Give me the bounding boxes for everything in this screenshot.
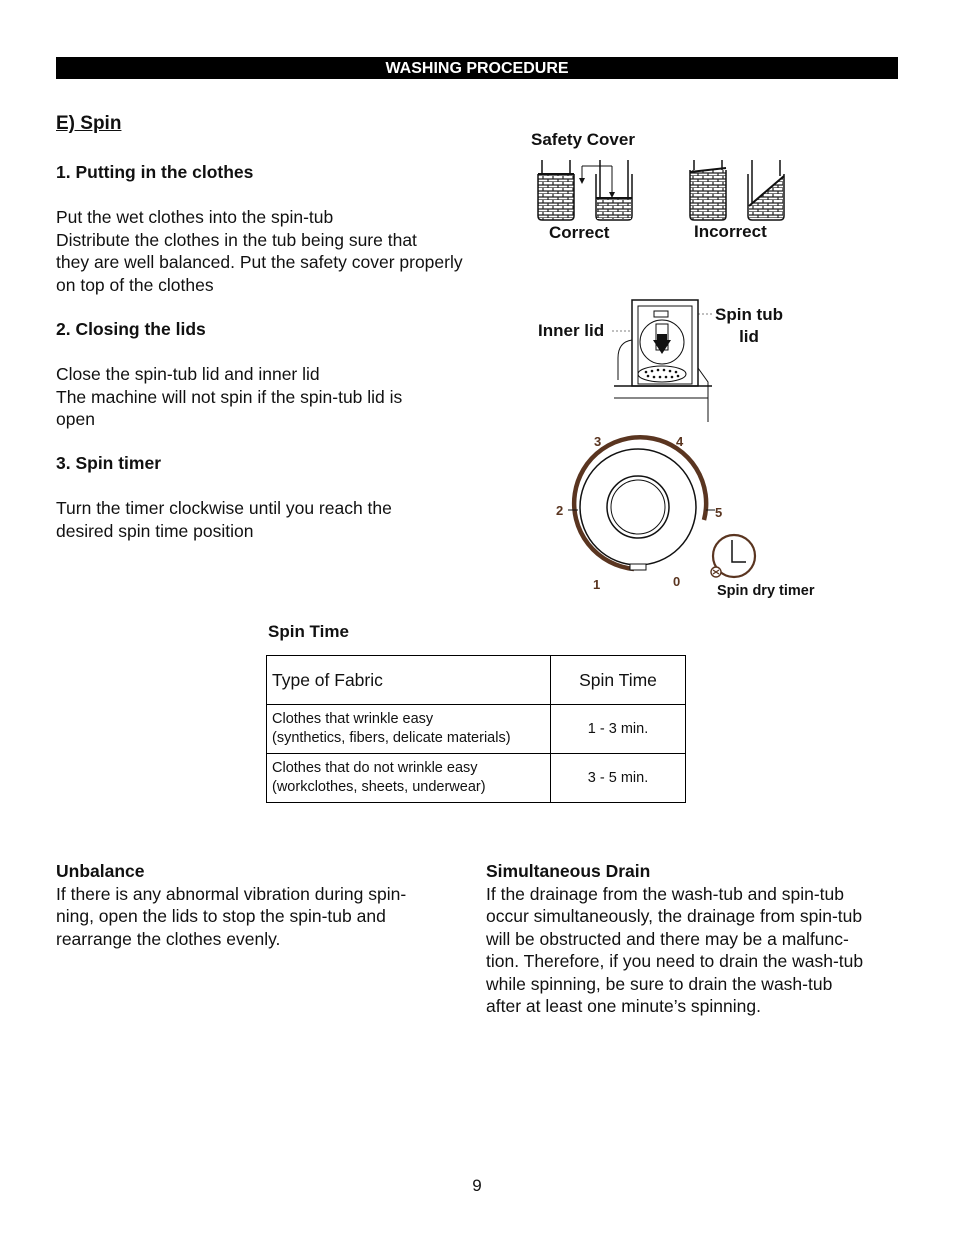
step-1-text xyxy=(56,206,463,296)
step-2-line: open xyxy=(56,409,95,429)
fabric-line: (workclothes, sheets, underwear) xyxy=(272,779,486,795)
spin-tub-lid-line: Spin tub xyxy=(715,305,783,324)
table-header-time: Spin Time xyxy=(551,656,686,705)
dial-number: 5 xyxy=(715,505,723,520)
step-1-line: on top of the clothes xyxy=(56,274,214,295)
note-line: rearrange the clothes evenly. xyxy=(56,928,281,949)
spin-time-table xyxy=(266,655,686,803)
simultaneous-drain-note xyxy=(486,860,863,1018)
incorrect-label: Incorrect xyxy=(694,222,767,241)
note-line: occur simultaneously, the drainage from spin-tub xyxy=(486,906,863,926)
correct-tub-icon xyxy=(538,160,574,220)
step-2-line: Close the spin-tub lid and inner lid xyxy=(56,364,320,384)
step-1-line: Distribute the clothes in the tub being sure that xyxy=(56,229,417,250)
step-1-line: they are well balanced. Put the safety cover properly xyxy=(56,252,463,272)
section-banner: WASHING PROCEDURE xyxy=(56,57,898,79)
step-1-line: Put the wet clothes into the spin-tub xyxy=(56,207,334,227)
step-2-heading: 2. Closing the lids xyxy=(56,319,206,339)
dial-number: 0 xyxy=(673,574,681,589)
table-cell-fabric xyxy=(267,754,551,803)
washer-lid-illustration xyxy=(612,298,712,422)
note-heading: Unbalance xyxy=(56,861,145,881)
dial-number: 2 xyxy=(556,503,564,518)
safety-cover-illustration xyxy=(530,158,790,224)
note-line: If the drainage from the wash-tub and spin-tub xyxy=(486,883,844,904)
spin-tub-lid-line: lid xyxy=(739,327,759,346)
fabric-line: (synthetics, fibers, delicate materials) xyxy=(272,730,511,746)
step-2-line: The machine will not spin if the spin-tub lid is xyxy=(56,386,403,407)
clock-icon xyxy=(704,532,760,582)
table-row xyxy=(267,705,686,754)
unbalance-note xyxy=(56,860,406,950)
table-header-row xyxy=(267,656,686,705)
note-heading: Simultaneous Drain xyxy=(486,861,651,881)
note-line: If there is any abnormal vibration during spin- xyxy=(56,883,407,904)
step-3-heading: 3. Spin timer xyxy=(56,453,162,473)
dial-number: 1 xyxy=(593,577,601,592)
spin-tub-lid-label xyxy=(711,304,787,348)
spin-timer-dial xyxy=(552,430,724,592)
incorrect-tub-icon xyxy=(748,160,784,220)
spin-dry-timer-label: Spin dry timer xyxy=(717,583,815,599)
step-3-line: desired spin time position xyxy=(56,520,254,541)
correct-label: Correct xyxy=(549,223,610,242)
fabric-line: Clothes that wrinkle easy xyxy=(272,711,434,727)
dial-number: 3 xyxy=(594,434,602,449)
page-number: 9 xyxy=(472,1176,482,1195)
correct-tub-icon xyxy=(596,160,632,220)
note-line: after at least one minute’s spinning. xyxy=(486,996,761,1016)
table-cell-time: 1 - 3 min. xyxy=(551,705,686,754)
step-3-line: Turn the timer clockwise until you reach the xyxy=(56,498,392,518)
incorrect-tub-icon xyxy=(690,160,726,220)
section-title: E) Spin xyxy=(56,113,122,134)
table-cell-fabric xyxy=(267,705,551,754)
note-line: will be obstructed and there may be a malfunc- xyxy=(486,928,849,949)
spin-time-table-title: Spin Time xyxy=(268,622,349,641)
table-cell-time: 3 - 5 min. xyxy=(551,754,686,803)
step-1-heading: 1. Putting in the clothes xyxy=(56,162,254,182)
inner-lid-label: Inner lid xyxy=(538,321,605,340)
fabric-line: Clothes that do not wrinkle easy xyxy=(272,760,478,776)
note-line: tion. Therefore, if you need to drain the wash-tub xyxy=(486,951,864,971)
step-2-text xyxy=(56,363,402,431)
dial-number: 4 xyxy=(676,434,684,449)
table-row xyxy=(267,754,686,803)
safety-cover-label: Safety Cover xyxy=(531,130,635,149)
table-header-fabric: Type of Fabric xyxy=(267,656,551,705)
step-3-text xyxy=(56,497,392,542)
note-line: while spinning, be sure to drain the wash-tub xyxy=(486,973,833,994)
note-line: ning, open the lids to stop the spin-tub and xyxy=(56,906,386,926)
